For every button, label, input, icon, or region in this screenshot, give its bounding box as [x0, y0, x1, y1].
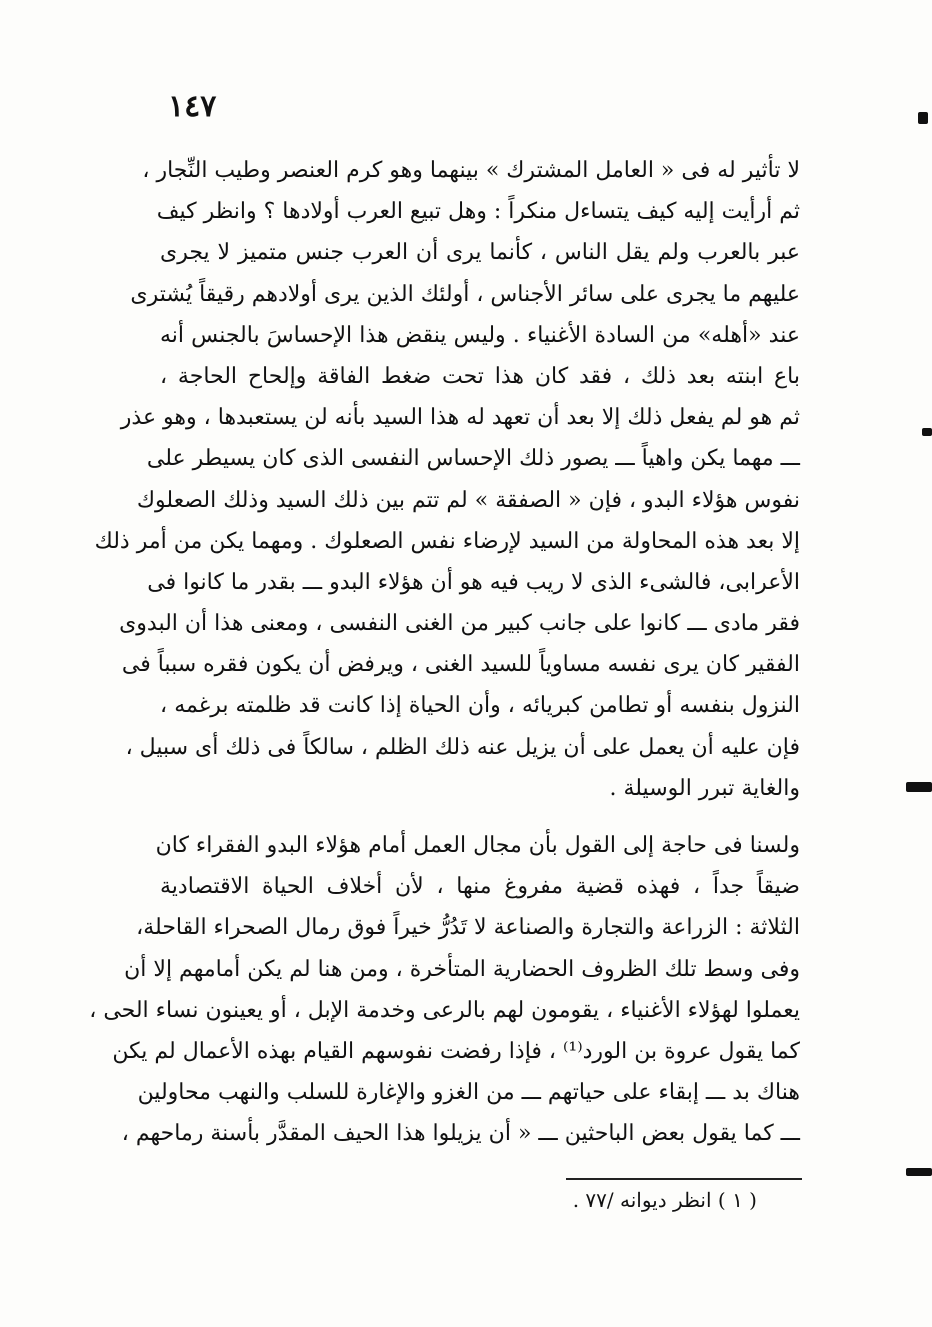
body-text [89, 150, 800, 1155]
text-line: عبر بالعرب ولم يقل الناس ، كأنما يرى أن العرب جنس متميز لا يجرى [160, 240, 800, 266]
text-line: ثم هو لم يفعل ذلك إلا بعد أن تعهد له هذا السيد بأنه لن يستعبدها ، وهو عذر [120, 405, 800, 431]
text-line: ضيقاً جداً ، فهذه قضية مفروغ منها ، لأن أخلاف الحياة الاقتصادية [160, 874, 800, 900]
text-line: لا تأثير له فى « العامل المشترك » بينهما وهو كرم العنصر وطيب النِّجار ، [142, 158, 800, 183]
text-line: إلا بعد هذه المحاولة من السيد لإرضاء نفس الصعلوك . ومهما يكن من أمر ذلك [94, 528, 800, 554]
text-line: ـــ كما يقول بعض الباحثين ـــ « أن يزيلوا هذا الحيف المقدَّر بأسنة رماحهم ، [121, 1121, 800, 1147]
text-line: الأعرابى، فالشىء الذى لا ريب فيه هو أن هؤلاء البدو ـــ بقدر ما كانوا فى [147, 569, 800, 595]
text-line: وفى وسط تلك الظروف الحضارية المتأخرة ، ومن هنا لم يكن أمامهم إلا أن [124, 956, 800, 982]
text-line: هناك بد ـــ إبقاء على حياتهم ـــ من الغزو والإغارة للسلب والنهب محاولين [137, 1080, 800, 1106]
text-line: كما يقول عروة بن الورد⁽¹⁾ ، فإذا رفضت نفوسهم القيام بهذه الأعمال لم يكن [112, 1038, 800, 1064]
text-line: عليهم ما يجرى على سائر الأجناس ، أولئك الذين يرى أولادهم رقيقاً يُشترى [130, 281, 800, 307]
text-line: الثلاثة : الزراعة والتجارة والصناعة لا تَدُرُّ خيراً فوق رمال الصحراء القاحلة، [136, 915, 800, 941]
text-line: ثم أرأيت إليه كيف يتساءل منكراً : وهل تبيع العرب أولادها ؟ وانظر كيف [156, 199, 800, 225]
text-line: نفوس هؤلاء البدو ، فإن « الصفقة » لم تتم بين ذلك السيد وذلك الصعلوك [136, 487, 800, 513]
text-line: والغاية تبرر الوسيلة . [609, 775, 800, 801]
footnote: ( ١ ) انظر ديوانه /٧٧ . [572, 1188, 757, 1212]
text-line: فإن عليه أن يعمل على أن يزيل عنه ذلك الظلم ، سالكاً فى ذلك أى سبيل ، [125, 734, 800, 760]
text-line: ـــ مهما يكن واهياً ـــ يصور ذلك الإحساس النفسى الذى كان يسيطر على [146, 446, 800, 472]
paragraph-1 [94, 150, 800, 809]
text-line: الفقير كان يرى نفسه مساوياً للسيد الغنى ، ويرفض أن يكون فقره سبباً فى [121, 652, 800, 678]
page-number: ١٤٧ [168, 89, 217, 124]
scan-mark [906, 1168, 932, 1176]
scan-mark [922, 428, 932, 436]
footnote-divider [566, 1178, 802, 1180]
text-line: عند «أهله» من السادة الأغنياء . وليس ينقض هذا الإحساسَ بالجنس أنه [160, 322, 800, 348]
paragraph-2 [89, 825, 800, 1155]
paragraph-gap [160, 809, 800, 825]
scan-mark [918, 112, 928, 124]
text-line: باع ابنته بعد ذلك ، فقد كان هذا تحت ضغط الفاقة وإلحاح الحاجة ، [160, 363, 800, 389]
text-line: يعملوا لهؤلاء الأغنياء ، يقومون لهم بالرعى وخدمة الإبل ، أو يعينون نساء الحى ، [89, 997, 800, 1023]
scan-mark [906, 782, 932, 792]
text-line: فقر مادى ـــ كانوا على جانب كبير من الغنى النفسى ، ومعنى هذا أن البدوى [119, 611, 800, 637]
text-line: ولسنا فى حاجة إلى القول بأن مجال العمل أمام هؤلاء البدو الفقراء كان [155, 833, 800, 858]
text-line: النزول بنفسه أو تطامن كبريائه ، وأن الحياة إذا كانت قد ظلمته برغمه ، [160, 693, 800, 719]
